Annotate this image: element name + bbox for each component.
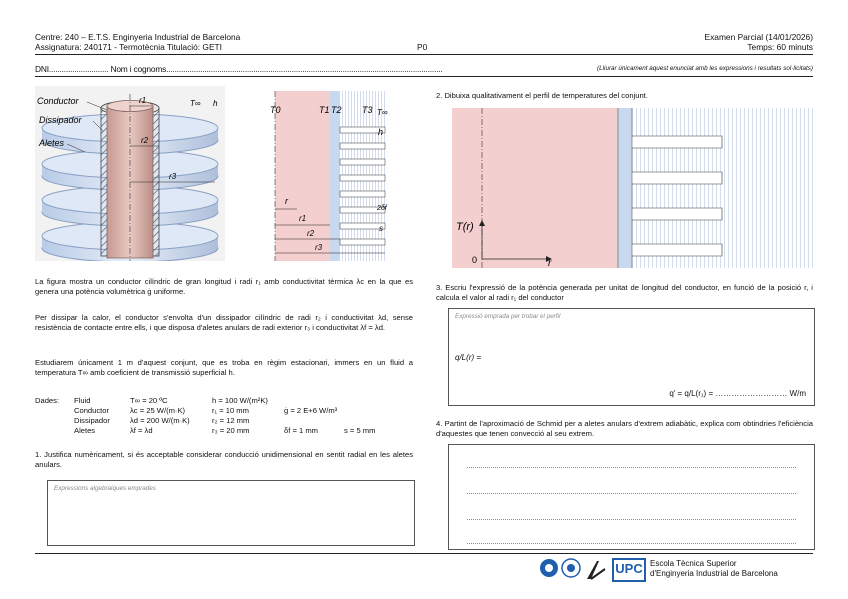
label-r3: r3 [169,172,177,181]
dades-row-name: Aletes [74,426,96,435]
answer-box-3[interactable] [448,308,815,406]
label-h: h [213,99,218,108]
dades-row-name: Dissipador [74,416,110,425]
axis-origin: 0 [472,255,478,265]
sch-r: r [285,196,288,206]
conductor-section [275,91,330,261]
question-4: 4. Partint de l'aproximació de Schmid per a aletes anulars d'extrem adiabàtic, explica com obtindries l'eficiència d'aquestes que tenen convecció al seu extrem. [436,419,813,438]
delivery-note: (Lliurar únicament aquest enunciat amb les expressions i resultats sol·licitats) [597,65,813,72]
sch-T3: T3 [362,105,373,115]
sch-T1: T1 [319,105,330,115]
dissipator-section [330,91,340,261]
label-dissipador: Dissipador [39,115,82,125]
assignatura-line: Assignatura: 240171 - Termotècnia Titulació: GETI [35,42,222,52]
label-conductor: Conductor [37,96,79,106]
dades-cell: r₃ = 20 mm [212,426,250,435]
q3-hint: Expressió emprada per trobar el perfil [455,313,561,320]
intro-p2: Per dissipar la calor, el conductor s'envolta d'un dissipador cilíndric de radi r₂ i conductivitat λd, sense resistència de contacte entre ells, i que disposa d'aletes anulars de radi exterior r₃ i conductivitat λf = λd. [35,313,413,332]
question-1: 1. Justifica numèricament, si és acceptable considerar conducció unidimensional en sentit radial en les aletes anulars. [35,450,413,469]
answer-box-4[interactable] [448,444,815,550]
temperature-profile-canvas[interactable] [452,108,814,268]
q3-result[interactable]: q' = q/L(r₁) = ……………………… W/m [669,389,806,398]
dades-cell: λc = 25 W/(m·K) [130,406,186,415]
logo-text [630,581,634,582]
answer-line[interactable] [467,493,796,494]
sch-r3: r3 [315,243,323,252]
answer-line[interactable] [467,543,796,544]
dades-cell: λd = 200 W/(m·K) [130,416,190,425]
q1-hint: Expressions algebraiques emprades [54,485,156,492]
exam-date: Examen Parcial (14/01/2026) [704,32,813,42]
question-2: 2. Dibuixa qualitativament el perfil de temperatures del conjunt. [436,91,648,100]
dades-row-name: Fluid [74,396,91,405]
dades-cell: s = 5 mm [344,426,376,435]
label-r2: r2 [141,136,149,145]
axis-y-label: T(r) [456,221,474,233]
dades-cell: T∞ = 20 ºC [130,396,168,405]
sch-r1: r1 [299,214,307,223]
section-schematic [267,91,392,261]
sch-T2: T2 [331,105,342,115]
dades-row-name: Conductor [74,406,110,415]
sch-Tinf: T∞ [377,108,388,117]
axis-x-label: r [548,258,552,268]
sch-r2: r2 [307,229,315,238]
dades-cell: h = 100 W/(m²K) [212,396,268,405]
sch-T0: T0 [270,105,281,115]
answer-line[interactable] [467,519,796,520]
dades-cell: r₁ = 10 mm [212,406,249,415]
q3-formula: q/L(r) = [455,353,482,362]
intro-p1: La figura mostra un conductor cilíndric de gran longitud i radi r₁ amb conductivitat tèrmica λc en la que es genera una potència volumètrica ġ uniforme. [35,277,413,296]
exam-code: P0 [417,42,428,52]
dades-cell: λf = λd [130,426,153,435]
upc-logo-icon [539,557,611,581]
answer-line[interactable] [467,467,796,468]
school-line-1: Escola Tècnica Superior [650,559,737,568]
dades-cell: r₂ = 12 mm [212,416,250,425]
dni-field[interactable]: DNI............................ Nom i cognoms.................................................................................................................................. [35,64,443,74]
sch-2df: 2δf [377,205,387,212]
sch-h: h [378,127,384,137]
answer-box-1[interactable] [47,480,415,546]
exam-time: Temps: 60 minuts [747,42,813,52]
dades-cell: δf = 1 mm [284,426,318,435]
dades-cell: ġ = 2 E+6 W/m³ [284,406,338,415]
question-3: 3. Escriu l'expressió de la potència generada per unitat de longitud del conductor, en funció de la posició r, i calcula el valor al radi r₁ del conductor [436,283,813,302]
sch-s: s [379,224,383,233]
label-r1: r1 [139,96,147,105]
intro-p3: Estudiarem únicament 1 m d'aquest conjunt, que es troba en règim estacionari, immers en un fluid a temperatura T∞ amb coeficient de transmissió superficial h. [35,358,413,377]
dades-label: Dades: [35,396,60,405]
cylinder-figure [35,86,225,261]
school-line-2: d'Enginyeria Industrial de Barcelona [650,569,778,578]
centre-line: Centre: 240 – E.T.S. Enginyeria Industrial de Barcelona [35,32,241,42]
label-tinf: T∞ [190,99,201,108]
label-aletes: Aletes [39,138,65,148]
etseib-logo-icon: UPC [612,558,646,582]
